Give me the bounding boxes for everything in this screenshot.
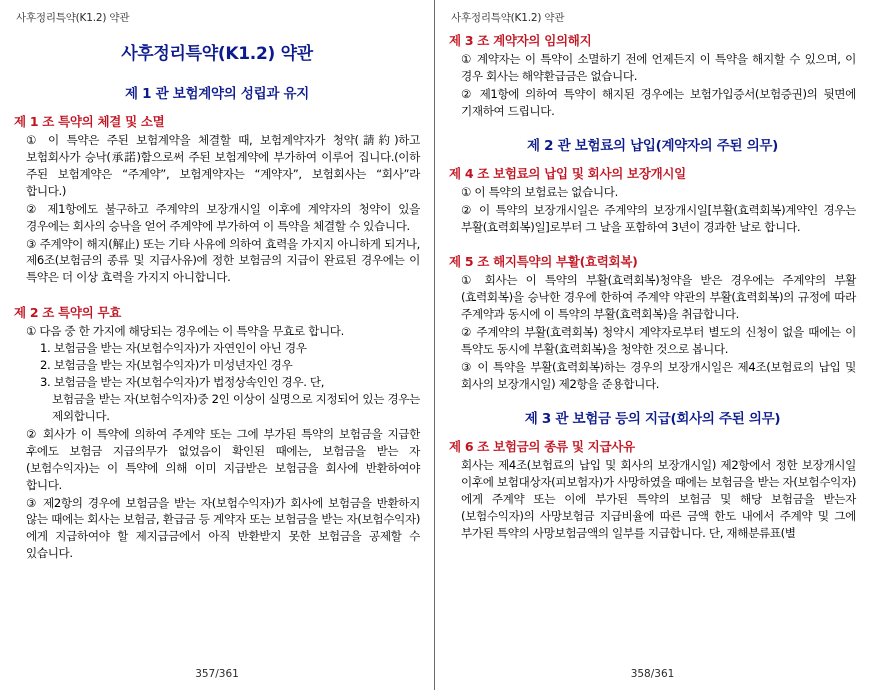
running-head-right: 사후정리특약(K1.2) 약관 bbox=[451, 12, 565, 24]
article-2-paragraph-2: ② 회사가 이 특약에 의하여 주계약 또는 그에 부가된 특약의 보험금을 지급한 후에도 보험금 지급의무가 없었음이 확인된 때에는, 보험금을 받는 자(보험수익자)는 이 특약에 의해 이미 지급받은 보험금을 회사에 반환하여야 합니다. bbox=[26, 426, 420, 492]
article-heading-2: 제 2 조 특약의 무효 bbox=[14, 305, 122, 321]
article-5-paragraph-1: ① 회사는 이 특약의 부활(효력회복)청약을 받은 경우에는 주계약의 부활(효력회복)을 승낙한 경우에 한하여 주계약 약관의 부활(효력회복)의 규정에 따라 주계약과 동시에 이 특약의 부활(효력회복)을 취급합니다. bbox=[461, 273, 856, 322]
article-heading-1: 제 1 조 특약의 체결 및 소멸 bbox=[14, 114, 165, 129]
part-title-1: 제 1 관 보험계약의 성립과 유지 bbox=[125, 86, 309, 102]
article-2-item-1: 1. 보험금을 받는 자(보험수익자)가 자연인이 아닌 경우 bbox=[40, 341, 307, 356]
article-heading-5: 제 5 조 해지특약의 부활(효력회복) bbox=[449, 254, 638, 270]
part-title-3: 제 3 관 보험금 등의 지급(회사의 주된 의무) bbox=[524, 410, 781, 427]
article-1-paragraph-2: ② 제1항에도 불구하고 주계약의 보장개시일 이후에 계약자의 청약이 있을 경우에는 회사의 승낙을 얻어 주계약에 부가하여 이 특약을 체결할 수 있습니다. bbox=[26, 201, 420, 233]
article-5-paragraph-2: ② 주계약의 부활(효력회복) 청약시 계약자로부터 별도의 신청이 없을 때에는 이 특약도 동시에 부활(효력회복)을 청약한 것으로 봅니다. bbox=[461, 325, 856, 357]
article-4-paragraph-2: ② 이 특약의 보장개시일은 주계약의 보장개시일[부활(효력회복)계약인 경우는 부활(효력회복)일]로부터 그 날을 포함하여 3년이 경과한 날로 합니다. bbox=[461, 202, 856, 234]
page-title: 사후정리특약(K1.2) 약관 bbox=[121, 44, 313, 64]
article-2-paragraph-1: ① 다음 중 한 가지에 해당되는 경우에는 이 특약을 무효로 합니다. bbox=[26, 324, 344, 339]
article-2-item-2: 2. 보험금을 받는 자(보험수익자)가 미성년자인 경우 bbox=[40, 358, 293, 373]
part-title-2: 제 2 관 보험료의 납입(계약자의 주된 의무) bbox=[526, 137, 779, 154]
article-2-paragraph-3: ③ 제2항의 경우에 보험금을 받는 자(보험수익자)가 회사에 보험금을 반환하지 않는 때에는 회사는 보험금, 환급금 등 계약자 또는 보험금을 받는 자(보험수익자)에게 지급하여야 할 제지급금에서 아직 반환받지 못한 보험금을 공제할 수 있습니다. bbox=[26, 495, 420, 561]
page-number-right: 358/361 bbox=[630, 668, 675, 680]
article-1-paragraph-3: ③ 주계약이 해지(解止) 또는 기타 사유에 의하여 효력을 가지지 아니하게 되거나, 제6조(보험금의 종류 및 지급사유)에 정한 보험금의 지급이 완료된 경우에는 이 특약은 더 이상 효력을 가지지 아니합니다. bbox=[26, 236, 420, 285]
article-3-paragraph-1: ① 계약자는 이 특약이 소멸하기 전에 언제든지 이 특약을 해지할 수 있으며, 이 경우 회사는 해약환급금은 없습니다. bbox=[461, 52, 856, 83]
article-1-paragraph-1: ① 이 특약은 주된 보험계약을 체결할 때, 보험계약자가 청약(請約)하고 보험회사가 승낙(承諾)함으로써 주된 보험계약에 부가하여 이루어 집니다.(이하 주된 보험계약은 “주계약”, 보험계약자는 “계약자”, 보험회사는 “회사”라 합니다.) bbox=[26, 133, 420, 198]
page-right bbox=[435, 0, 870, 690]
spacer bbox=[449, 235, 856, 242]
spacer bbox=[14, 286, 420, 293]
article-6-paragraph-1: 회사는 제4조(보험료의 납입 및 회사의 보장개시일) 제2항에서 정한 보장개시일 이후에 보험대상자(피보험자)가 사망하였을 때에는 보험금을 받는 자(보험수익자)에게 주계약 또는 이에 부가된 특약의 보험금 및 해당 보험금을 받는자(보험수익자)의 사망보험금 지급비율에 따른 금액 한도 내에서 주계약 및 그에 부가된 특약의 사망보험금액의 일부를 지급합니다. 단, 재해분류표(별 bbox=[461, 457, 856, 540]
article-4-paragraph-1: ① 이 특약의 보험료는 없습니다. bbox=[461, 184, 618, 199]
page-number-left: 357/361 bbox=[195, 668, 239, 680]
article-2-item-3-continued: 보험금을 받는 자(보험수익자)중 2인 이상이 실명으로 지정되어 있는 경우는 제외합니다. bbox=[52, 391, 420, 423]
article-5-paragraph-3: ③ 이 특약을 부활(효력회복)하는 경우의 보장개시일은 제4조(보험료의 납입 및 회사의 보장개시일) 제2항을 준용합니다. bbox=[461, 360, 856, 391]
article-heading-6: 제 6 조 보험금의 종류 및 지급사유 bbox=[449, 438, 635, 454]
article-heading-3: 제 3 조 계약자의 임의해지 bbox=[449, 33, 592, 48]
article-heading-4: 제 4 조 보험료의 납입 및 회사의 보장개시일 bbox=[449, 165, 686, 181]
article-3-paragraph-2: ② 제1항에 의하여 특약이 해지된 경우에는 보험가입증서(보험증권)의 뒷면에 기재하여 드립니다. bbox=[461, 86, 856, 118]
running-head-left: 사후정리특약(K1.2) 약관 bbox=[16, 12, 130, 24]
article-2-item-3: 3. 보험금을 받는 자(보험수익자)가 법정상속인인 경우. 단, bbox=[40, 375, 325, 390]
